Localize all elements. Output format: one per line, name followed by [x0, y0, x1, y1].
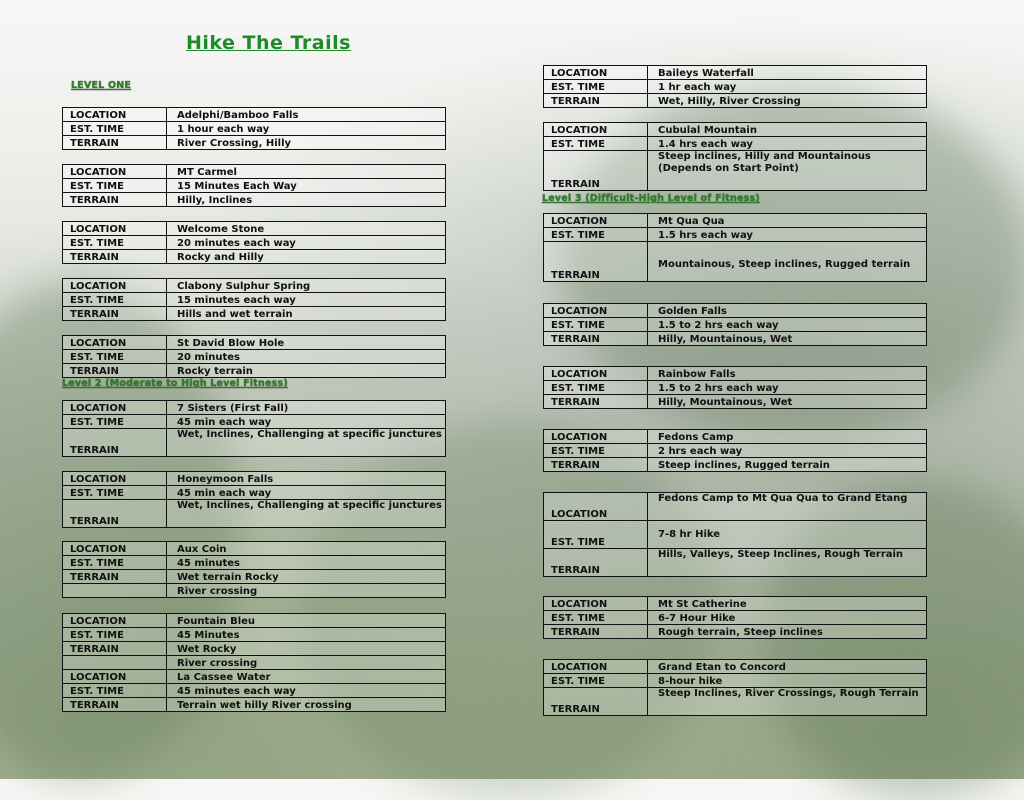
time-label: EST. TIME [544, 318, 648, 332]
time-value: 1 hr each way [648, 80, 927, 94]
trail-table-fedons-to-grand-etang [543, 492, 927, 577]
location-label: LOCATION [63, 279, 167, 293]
time-label: EST. TIME [63, 486, 167, 500]
time-value: 45 minutes [167, 556, 446, 570]
terrain-label: TERRAIN [544, 332, 648, 346]
location-label: LOCATION [544, 430, 648, 444]
time-value: 6-7 Hour Hike [648, 611, 927, 625]
location-value: Golden Falls [648, 304, 927, 318]
time-label: EST. TIME [63, 293, 167, 307]
terrain-value: Wet, Hilly, River Crossing [648, 94, 927, 108]
terrain-label: TERRAIN [63, 642, 167, 656]
terrain-value: Terrain wet hilly River crossing [167, 698, 446, 712]
level-one-heading: LEVEL ONE [71, 80, 132, 91]
location-value: Fedons Camp [648, 430, 927, 444]
terrain-value: Rocky terrain [167, 364, 446, 378]
terrain-value: Rocky and Hilly [167, 250, 446, 264]
time-label: EST. TIME [544, 80, 648, 94]
trail-table-blow-hole [62, 335, 446, 378]
trail-table-mt-st-catherine [543, 596, 927, 639]
time-label: EST. TIME [63, 684, 167, 698]
time-label: EST. TIME [544, 674, 648, 688]
location-value: Mt Qua Qua [648, 214, 927, 228]
terrain-label: TERRAIN [544, 395, 648, 409]
time-value: 45 min each way [167, 486, 446, 500]
trail-table-rainbow-falls [543, 366, 927, 409]
terrain-label: TERRAIN [63, 193, 167, 207]
terrain-label: TERRAIN [544, 94, 648, 108]
time-label: EST. TIME [63, 122, 167, 136]
terrain-label: TERRAIN [544, 688, 648, 716]
terrain-label: TERRAIN [544, 242, 648, 282]
trail-table-carmel [62, 164, 446, 207]
terrain-value: Steep Inclines, River Crossings, Rough Terrain [648, 688, 927, 716]
trail-table-clabony [62, 278, 446, 321]
time-value: 1.5 hrs each way [648, 228, 927, 242]
trail-table-seven-sisters [62, 400, 446, 457]
time-value: 1.5 to 2 hrs each way [648, 381, 927, 395]
terrain-value: Hilly, Inclines [167, 193, 446, 207]
time-label: EST. TIME [544, 228, 648, 242]
trail-table-golden-falls [543, 303, 927, 346]
trail-table-adelphi [62, 107, 446, 150]
level-two-heading: Level 2 (Moderate to High Level Fitness) [62, 378, 288, 389]
terrain-extra-value: River crossing [167, 584, 446, 598]
terrain-label: TERRAIN [63, 364, 167, 378]
time-value: 1.4 hrs each way [648, 137, 927, 151]
empty-label [63, 656, 167, 670]
time-value: 45 minutes each way [167, 684, 446, 698]
time-value: 2 hrs each way [648, 444, 927, 458]
time-label: EST. TIME [63, 350, 167, 364]
empty-label [63, 584, 167, 598]
location-value: MT Carmel [167, 165, 446, 179]
location-label: LOCATION [63, 108, 167, 122]
location-label: LOCATION [544, 66, 648, 80]
location-label: LOCATION [63, 222, 167, 236]
time-value: 20 minutes each way [167, 236, 446, 250]
time-value: 7-8 hr Hike [648, 521, 927, 549]
time-label: EST. TIME [63, 236, 167, 250]
time-label: EST. TIME [544, 521, 648, 549]
page-title: Hike The Trails [186, 32, 351, 54]
location-value: Clabony Sulphur Spring [167, 279, 446, 293]
terrain-label: TERRAIN [63, 570, 167, 584]
time-value: 15 Minutes Each Way [167, 179, 446, 193]
location-value: Welcome Stone [167, 222, 446, 236]
location-value: Aux Coin [167, 542, 446, 556]
trail-table-mt-qua-qua [543, 213, 927, 282]
location-value: Rainbow Falls [648, 367, 927, 381]
location-value: Adelphi/Bamboo Falls [167, 108, 446, 122]
terrain-value: Wet Rocky [167, 642, 446, 656]
terrain-value: Hilly, Mountainous, Wet [648, 395, 927, 409]
terrain-value: Hills, Valleys, Steep Inclines, Rough Terrain [648, 549, 927, 577]
time-value: 45 Minutes [167, 628, 446, 642]
location-label: LOCATION [544, 123, 648, 137]
terrain-value: Rough terrain, Steep inclines [648, 625, 927, 639]
terrain-label: TERRAIN [63, 307, 167, 321]
terrain-value: Wet terrain Rocky [167, 570, 446, 584]
location-value: Grand Etan to Concord [648, 660, 927, 674]
trail-table-fountain-bleu [62, 613, 446, 712]
trail-table-aux-coin [62, 541, 446, 598]
location-value: Fountain Bleu [167, 614, 446, 628]
time-label: EST. TIME [63, 628, 167, 642]
time-value: 1.5 to 2 hrs each way [648, 318, 927, 332]
location-value: Cubulal Mountain [648, 123, 927, 137]
terrain-value: Hills and wet terrain [167, 307, 446, 321]
terrain-label: TERRAIN [63, 429, 167, 457]
location-label: LOCATION [544, 597, 648, 611]
terrain-value: River Crossing, Hilly [167, 136, 446, 150]
location-label: LOCATION [63, 670, 167, 684]
location-label: LOCATION [63, 336, 167, 350]
trail-table-honeymoon [62, 471, 446, 528]
terrain-value: Hilly, Mountainous, Wet [648, 332, 927, 346]
time-value: 45 min each way [167, 415, 446, 429]
location-label: LOCATION [544, 214, 648, 228]
time-label: EST. TIME [63, 415, 167, 429]
time-label: EST. TIME [63, 556, 167, 570]
location-label: LOCATION [544, 304, 648, 318]
time-value: 8-hour hike [648, 674, 927, 688]
terrain-value: Steep inclines, Rugged terrain [648, 458, 927, 472]
terrain-label: TERRAIN [544, 458, 648, 472]
time-label: EST. TIME [63, 179, 167, 193]
time-value: 15 minutes each way [167, 293, 446, 307]
location-label: LOCATION [544, 660, 648, 674]
trail-table-welcome-stone [62, 221, 446, 264]
terrain-value: Steep inclines, Hilly and Mountainous (Depends on Start Point) [648, 151, 927, 191]
trail-table-grand-etan-concord [543, 659, 927, 716]
trail-table-baileys [543, 65, 927, 108]
location-value: Honeymoon Falls [167, 472, 446, 486]
location-value: Baileys Waterfall [648, 66, 927, 80]
time-label: EST. TIME [544, 381, 648, 395]
location-label: LOCATION [63, 542, 167, 556]
terrain-label: TERRAIN [63, 136, 167, 150]
location-label: LOCATION [63, 165, 167, 179]
trail-table-cubulal [543, 122, 927, 191]
location-label: LOCATION [63, 472, 167, 486]
terrain-label: TERRAIN [63, 500, 167, 528]
location-label: LOCATION [63, 614, 167, 628]
time-label: EST. TIME [544, 444, 648, 458]
time-value: 1 hour each way [167, 122, 446, 136]
terrain-label: TERRAIN [544, 151, 648, 191]
location-label: LOCATION [544, 367, 648, 381]
location-value: 7 Sisters (First Fall) [167, 401, 446, 415]
time-value: 20 minutes [167, 350, 446, 364]
terrain-label: TERRAIN [63, 250, 167, 264]
location-value: Mt St Catherine [648, 597, 927, 611]
location-value: La Cassee Water [167, 670, 446, 684]
terrain-value: Wet, Inclines, Challenging at specific junctures [167, 500, 446, 528]
terrain-extra-value: River crossing [167, 656, 446, 670]
time-label: EST. TIME [544, 611, 648, 625]
level-three-heading: Level 3 (Difficult-High Level of Fitness) [542, 193, 760, 204]
location-value: St David Blow Hole [167, 336, 446, 350]
trail-table-fedons-camp [543, 429, 927, 472]
terrain-label: TERRAIN [63, 698, 167, 712]
location-value: Fedons Camp to Mt Qua Qua to Grand Etang [648, 493, 927, 521]
location-label: LOCATION [544, 493, 648, 521]
terrain-value: Wet, Inclines, Challenging at specific junctures [167, 429, 446, 457]
time-label: EST. TIME [544, 137, 648, 151]
terrain-label: TERRAIN [544, 625, 648, 639]
location-label: LOCATION [63, 401, 167, 415]
terrain-label: TERRAIN [544, 549, 648, 577]
terrain-value: Mountainous, Steep inclines, Rugged terrain [648, 242, 927, 282]
